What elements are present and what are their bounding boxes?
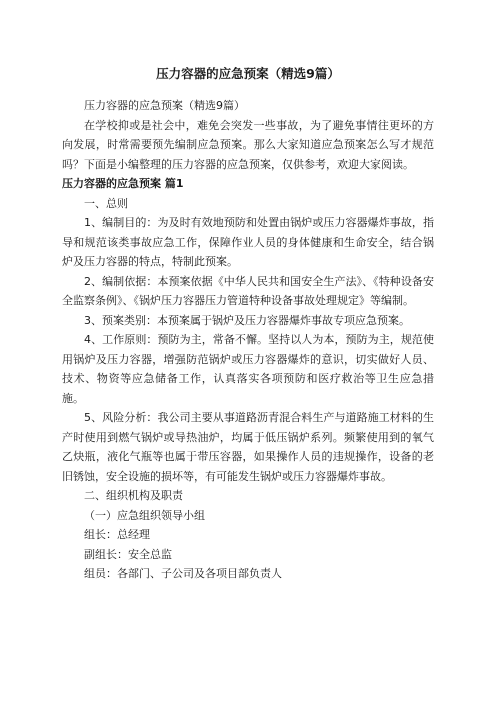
line-group-leader: 组长：总经理 <box>84 528 150 541</box>
subheading-leadership-group: （一）应急组织领导小组 <box>84 508 205 522</box>
paragraph-principles: 4、工作原则：预防为主，常备不懈。坚持以人为本，预防为主，规范使用锅炉及压力容器，增强防范锅炉或压力容器爆炸的意识，切实做好人员、技术、物资等应急储备工作，认真落实各项预防和医疗救治等卫生应急措施。 <box>62 333 434 405</box>
intro-subtitle: 压力容器的应急预案（精选9篇） <box>84 99 245 112</box>
paragraph-purpose: 1、编制目的：为及时有效地预防和处置由锅炉或压力容器爆炸事故，指导和规范该类事故应急工作，保障作业人员的身体健康和生命安全，结合锅炉及压力容器的特点，特制此预案。 <box>62 216 434 268</box>
paragraph-category: 3、预案类别：本预案属于锅炉及压力容器爆炸事故专项应急预案。 <box>84 313 410 327</box>
heading-general: 一、总则 <box>84 196 128 210</box>
paragraph-basis: 2、编制依据：本预案依据《中华人民共和国安全生产法》、《特种设备安全监察条例》、《锅炉压力容器压力管道特种设备事故处理规定》等编制。 <box>62 274 434 307</box>
line-deputy-leader: 副组长：安全总监 <box>84 547 172 561</box>
document-title: 压力容器的应急预案（精选9篇） <box>156 66 340 81</box>
line-members: 组员：各部门、子公司及各项目部负责人 <box>84 567 282 580</box>
paragraph-risk-analysis: 5、风险分析：我公司主要从事道路沥青混合料生产与道路施工材料的生产时使用到燃气锅炉或导热油炉，均属于低压锅炉系列。频繁使用到的氧气乙炔瓶，液化气瓶等也属于带压容器，如果操作人员的违规操作，设备的老旧锈蚀，安全设施的损坏等，有可能发生锅炉或压力容器爆炸事故。 <box>62 411 434 483</box>
section-title: 压力容器的应急预案 篇1 <box>62 177 184 190</box>
intro-paragraph: 在学校抑或是社会中，难免会突发一些事故，为了避免事情往更坏的方向发展，时常需要预先编制应急预案。那么大家知道应急预案怎么写才规范吗？下面是小编整理的压力容器的应急预案，仅供参考，欢迎大家阅读。 <box>62 118 434 171</box>
heading-organization: 二、组织机构及职责 <box>84 489 183 502</box>
